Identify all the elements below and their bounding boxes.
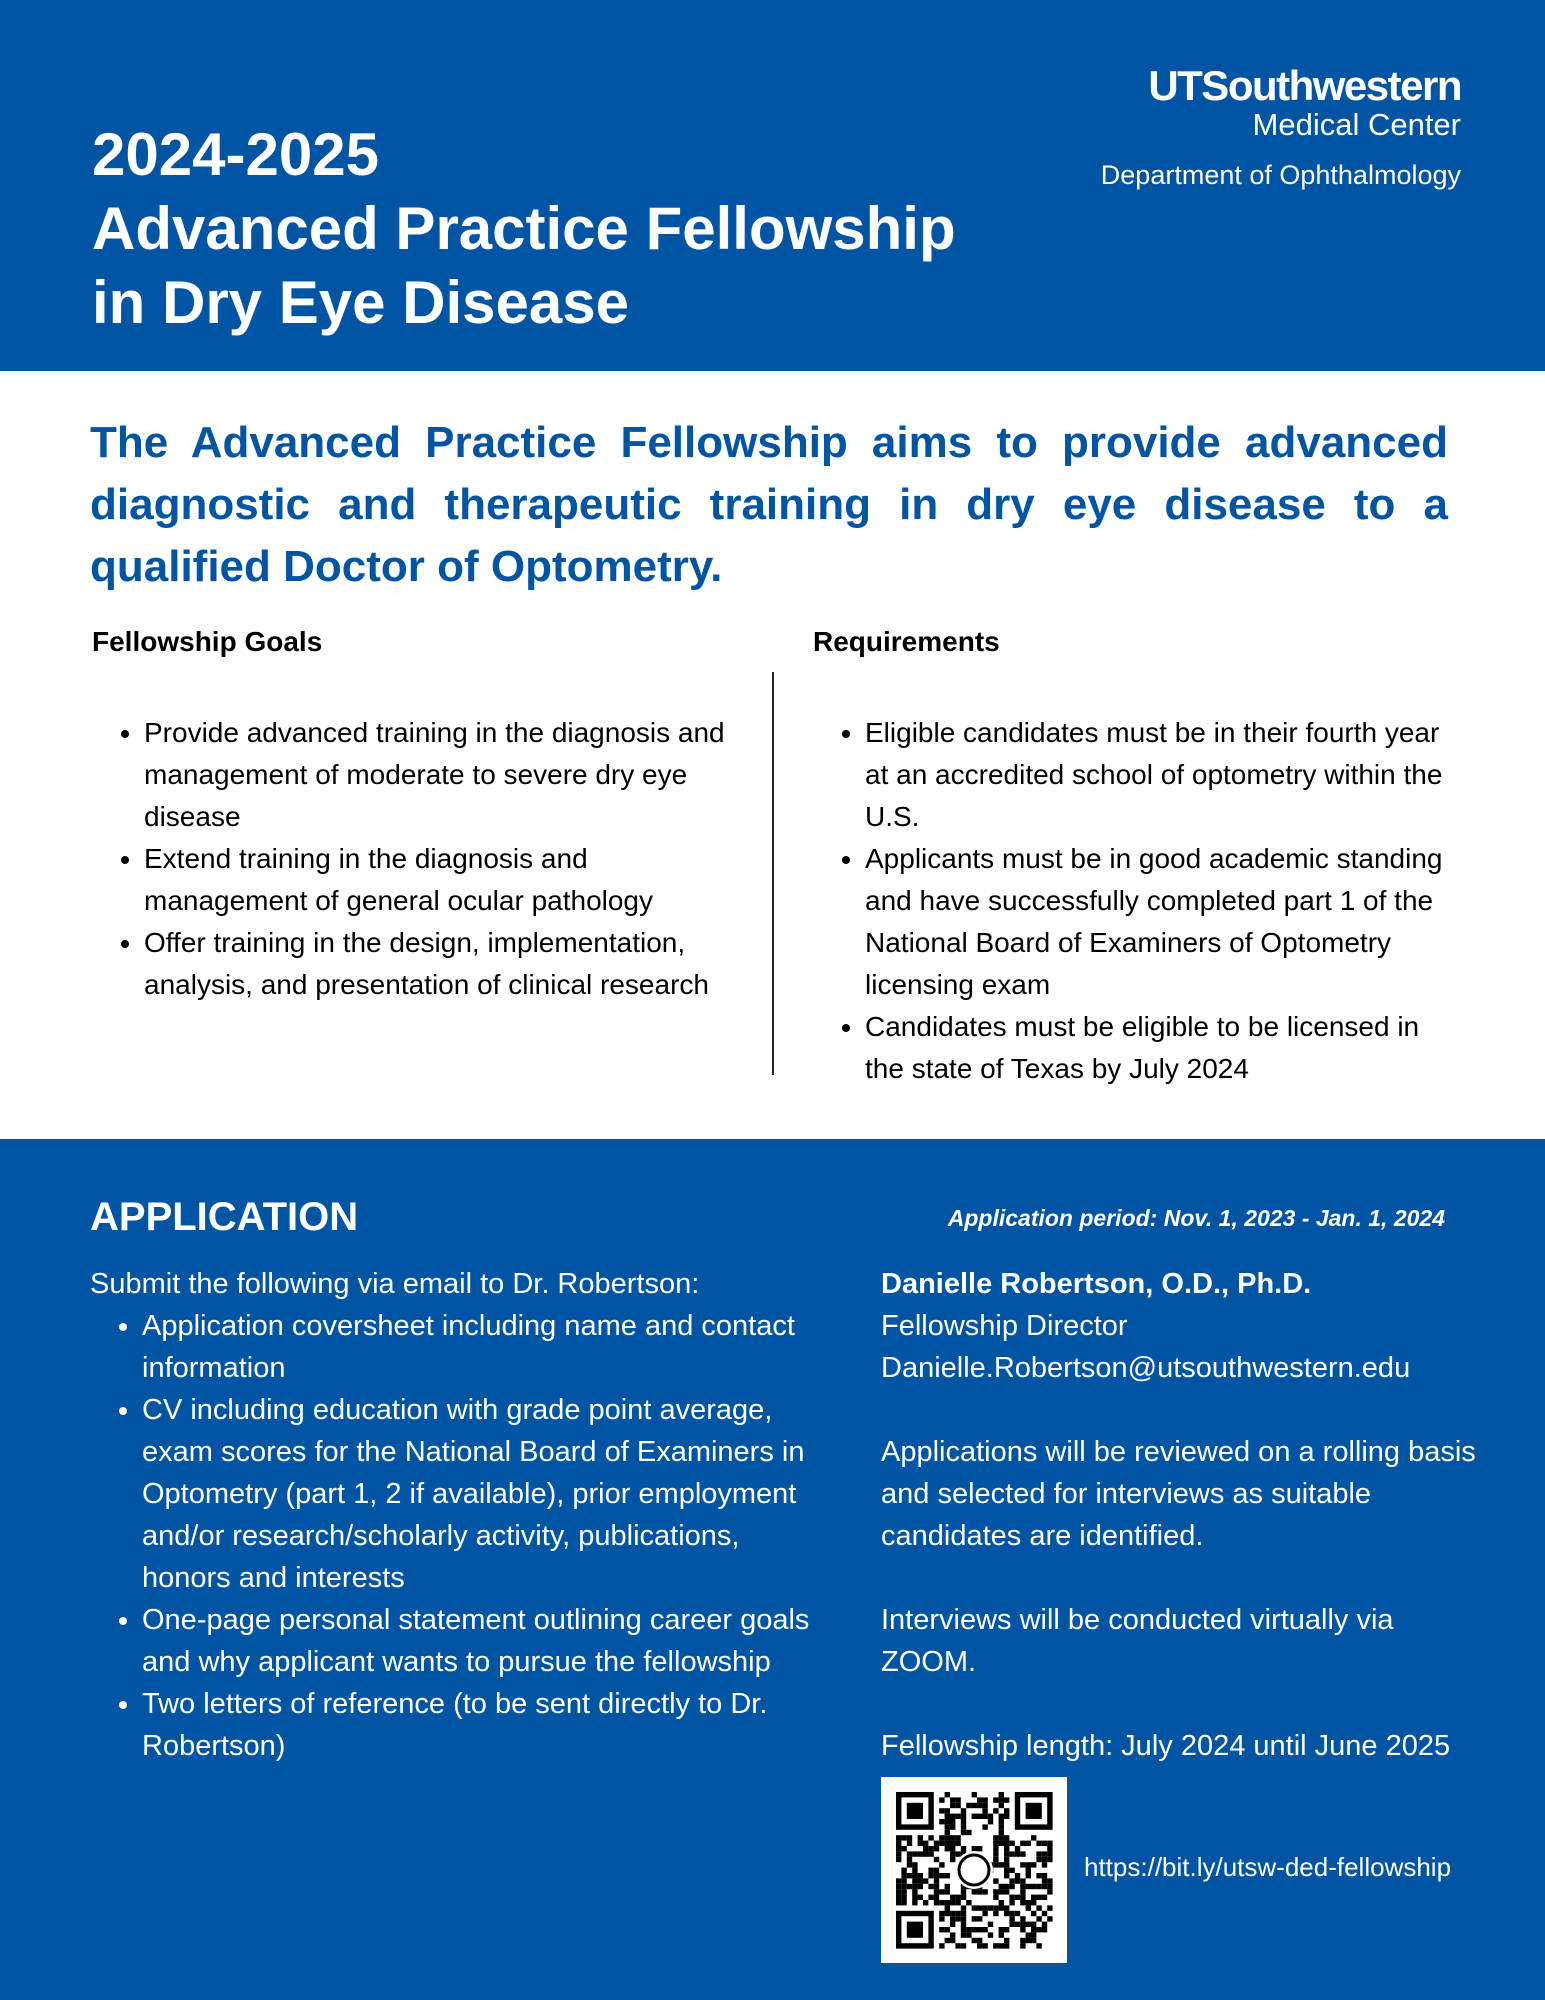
interview-note: Interviews will be conducted virtually via ZOOM. [881,1604,1394,1678]
logo-subtitle: Medical Center [1252,107,1461,142]
header-banner [0,0,1545,371]
requirements-section [813,622,1453,1090]
goals-heading: Fellowship Goals [92,626,323,657]
requirement-item: • Candidates must be eligible to be licensed in the state of Texas by July 2024 [865,1006,1453,1090]
fellowship-url[interactable]: https://bit.ly/utsw-ded-fellowship [1084,1852,1452,1882]
goals-section [92,622,732,1006]
director-email[interactable]: Danielle.Robertson@utsouthwestern.edu [881,1352,1411,1384]
fellowship-length: Fellowship length: July 2024 until June 2025 [881,1730,1451,1762]
application-item: • Two letters of reference (to be sent directly to Dr. Robertson) [142,1683,822,1767]
title-year: 2024-2025 [92,121,379,188]
title-line-1: Advanced Practice Fellowship [92,195,956,262]
application-period: Application period: Nov. 1, 2023 - Jan. 1, 2024 [947,1205,1445,1231]
director-role: Fellowship Director [881,1310,1128,1342]
column-divider [772,672,774,1075]
application-heading: APPLICATION [90,1195,359,1239]
director-name: Danielle Robertson, O.D., Ph.D. [881,1268,1312,1300]
application-intro: Submit the following via email to Dr. Robertson: [90,1268,700,1300]
contact-info [881,1263,1481,1767]
goal-item: • Extend training in the diagnosis and management of general ocular pathology [144,838,732,922]
review-note: Applications will be reviewed on a rolling basis and selected for interviews as suitable candidates are identified. [881,1436,1476,1552]
goal-item: • Offer training in the design, implementation, analysis, and presentation of clinical research [144,922,732,1006]
requirements-heading: Requirements [813,626,1000,657]
title-line-2: in Dry Eye Disease [92,269,629,336]
requirement-item: • Eligible candidates must be in their fourth year at an accredited school of optometry within the U.S. [865,712,1453,838]
application-item: • Application coversheet including name and contact information [142,1305,822,1389]
application-item: • CV including education with grade point average, exam scores for the National Board of Examiners in Optometry (part 1, 2 if available), prior employment and/or research/scholarly activity, publications, honors and interests [142,1389,822,1599]
application-section [0,1139,1545,2000]
requirement-item: • Applicants must be in good academic standing and have successfully completed part 1 of the National Board of Examiners of Optometry licensing exam [865,838,1453,1006]
goals-list [92,712,732,1006]
qr-code-icon[interactable] [881,1777,1067,1963]
requirements-list [813,712,1453,1090]
utsw-logo [1101,64,1461,190]
application-item: • One-page personal statement outlining career goals and why applicant wants to pursue the fellowship [142,1599,822,1683]
logo-name: UTSouthwestern [1148,62,1461,109]
page-title [92,118,956,340]
logo-department: Department of Ophthalmology [1100,160,1461,190]
goal-item: • Provide advanced training in the diagnosis and management of moderate to severe dry eye disease [144,712,732,838]
intro-statement: The Advanced Practice Fellowship aims to provide advanced diagnostic and therapeutic training in dry eye disease to a qualified Doctor of Optometry. [90,418,1448,591]
application-list [90,1305,822,1767]
